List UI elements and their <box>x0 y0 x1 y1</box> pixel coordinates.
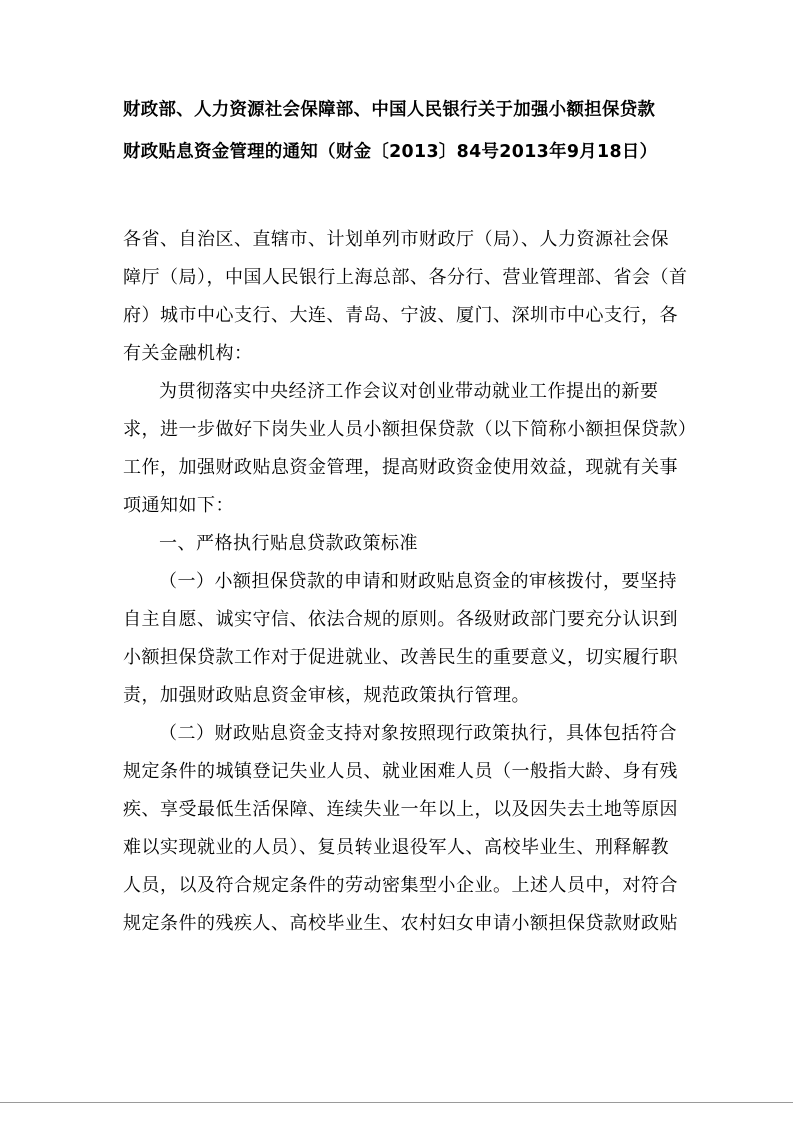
document-body <box>123 221 697 943</box>
body-line-17: 难以实现就业的人员）、复员转业退役军人、高校毕业生、刑释解教 <box>123 837 669 858</box>
body-line-15: 规定条件的城镇登记失业人员、就业困难人员（一般指大龄、身有残 <box>123 761 678 782</box>
body-line-18: 人员，以及符合规定条件的劳动密集型小企业。上述人员中，对符合 <box>123 875 678 896</box>
body-line-6: 求，进一步做好下岗失业人员小额担保贷款（以下简称小额担保贷款） <box>123 419 697 440</box>
body-line-19: 规定条件的残疾人、高校毕业生、农村妇女申请小额担保贷款财政贴 <box>123 913 678 934</box>
body-line-1: 各省、自治区、直辖市、计划单列市财政厅（局）、人力资源社会保 <box>123 229 669 250</box>
body-line-5: 为贯彻落实中央经济工作会议对创业带动就业工作提出的新要 <box>159 381 659 402</box>
document-title-line-2: 财政贴息资金管理的通知（财金〔2013〕84号2013年9月18日） <box>123 142 658 162</box>
body-line-2: 障厅（局），中国人民银行上海总部、各分行、营业管理部、省会（首 <box>123 267 688 288</box>
body-line-13: 责，加强财政贴息资金审核，规范政策执行管理。 <box>123 685 530 706</box>
body-line-4: 有关金融机构： <box>123 343 253 364</box>
body-line-7: 工作，加强财政贴息资金管理，提高财政资金使用效益，现就有关事 <box>123 457 678 478</box>
body-line-8: 项通知如下： <box>123 495 234 516</box>
body-line-14: （二）财政贴息资金支持对象按照现行政策执行，具体包括符合 <box>159 723 677 744</box>
body-line-11: 自主自愿、诚实守信、依法合规的原则。各级财政部门要充分认识到 <box>123 609 678 630</box>
body-line-3: 府）城市中心支行、大连、青岛、宁波、厦门、深圳市中心支行，各 <box>123 305 678 326</box>
body-line-10: （一）小额担保贷款的申请和财政贴息资金的审核拨付，要坚持 <box>159 571 677 592</box>
page-bottom-divider <box>0 1102 793 1103</box>
document-title-line-1: 财政部、人力资源社会保障部、中国人民银行关于加强小额担保贷款 <box>123 100 656 120</box>
body-line-16: 疾、享受最低生活保障、连续失业一年以上，以及因失去土地等原因 <box>123 799 678 820</box>
body-line-12: 小额担保贷款工作对于促进就业、改善民生的重要意义，切实履行职 <box>123 647 678 668</box>
section-heading-1: 一、严格执行贴息贷款政策标准 <box>159 533 418 554</box>
